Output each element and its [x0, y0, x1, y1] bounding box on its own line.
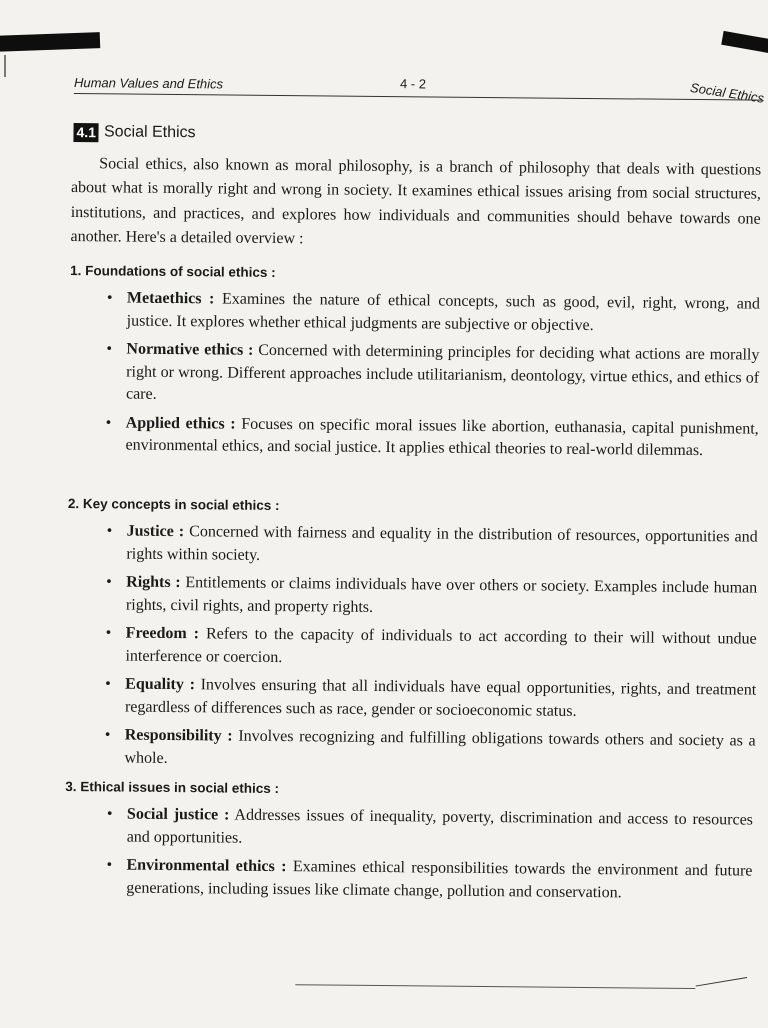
definition: Involves ensuring that all individuals have equal opportunities, rights, and treatment regardless of differences such as race, gender or socioeconomic status. [124, 676, 757, 720]
footer-mark [696, 977, 747, 987]
list-title-ethical-issues: 3. Ethical issues in social ethics : [65, 778, 280, 797]
bullet-icon: • [106, 805, 113, 823]
bullet-icon: • [106, 573, 112, 591]
list-item [105, 674, 757, 725]
term: Environmental ethics : [126, 856, 287, 876]
bullet-icon: • [104, 726, 111, 744]
list-item [106, 288, 760, 339]
term: Normative ethics : [126, 340, 254, 359]
bullet-icon: • [105, 413, 112, 431]
term: Equality : [125, 675, 196, 694]
bullet-icon: • [106, 340, 113, 358]
list-item [105, 412, 759, 463]
list-item [106, 804, 754, 855]
term: Responsibility : [124, 726, 233, 745]
bullet-icon: • [105, 675, 111, 693]
list-item [106, 855, 753, 906]
bullet-icon: • [105, 624, 112, 642]
list-item [105, 623, 757, 674]
term: Metaethics : [126, 289, 215, 308]
bullet-icon: • [106, 289, 113, 307]
section-title: Social Ethics [103, 123, 196, 142]
term: Justice : [126, 522, 185, 541]
list-item [106, 339, 760, 413]
list-title-foundations: 1. Foundations of social ethics : [70, 263, 276, 280]
definition: Addresses issues of inequality, poverty, discrimination and access to resources and opportunities. [126, 806, 754, 847]
book-title: Human Values and Ethics [73, 75, 224, 92]
definition: Refers to the capacity of individuals to act according to their will without undue interference or coercion. [125, 625, 757, 666]
definition: Examines the nature of ethical concepts, such as good, evil, right, wrong, and justice. It explores whether ethical judgments are subjective or objective. [126, 290, 760, 334]
term: Applied ethics : [125, 414, 236, 433]
bullet-list-key-concepts [104, 521, 758, 782]
definition: Involves recognizing and fulfilling obligations towards others and society as a whole. [124, 727, 756, 767]
list-item [106, 521, 758, 572]
section-number: 4.1 [73, 123, 99, 142]
definition: Concerned with determining principles for deciding what actions are morally right or wrong. Different approaches include utilitarianism, deontology, virtue ethics, and ethics of care. [125, 341, 760, 403]
term: Rights : [126, 573, 181, 592]
term: Freedom : [125, 624, 200, 643]
bullet-list-foundations [105, 288, 760, 470]
bullet-icon: • [106, 522, 113, 540]
bullet-list-ethical-issues [106, 804, 754, 912]
term: Social justice : [126, 805, 230, 824]
chapter-title: Social Ethics [688, 79, 765, 106]
list-title-key-concepts: 2. Key concepts in social ethics : [67, 496, 280, 514]
definition: Examines ethical responsibilities towards the environment and future generations, including issues like climate change, pollution and conservation. [126, 858, 753, 901]
section-heading [73, 121, 195, 144]
intro-paragraph [70, 152, 761, 256]
definition: Entitlements or claims individuals have over others or society. Examples include human rights, civil rights, and property rights. [125, 574, 758, 616]
footer-rule [295, 984, 695, 989]
bullet-icon: • [106, 856, 113, 874]
definition: Focuses on specific moral issues like abortion, euthanasia, capital punishment, environmental ethics, and social justice. It applies ethical theories to real-world dilemmas. [125, 415, 759, 460]
intro-text: Social ethics, also known as moral philosophy, is a branch of philosophy that deals with questions about what is morally right and wrong in society. It examines ethical issues arising from social structures, institutions, and practices, and explores how individuals and communities should behave towards one another. Here's a detailed overview : [70, 155, 762, 248]
page-number: 4 - 2 [399, 76, 427, 92]
list-item [106, 572, 758, 623]
list-item [104, 725, 756, 776]
definition: Concerned with fairness and equality in the distribution of resources, opportunities and rights within society. [126, 523, 758, 564]
